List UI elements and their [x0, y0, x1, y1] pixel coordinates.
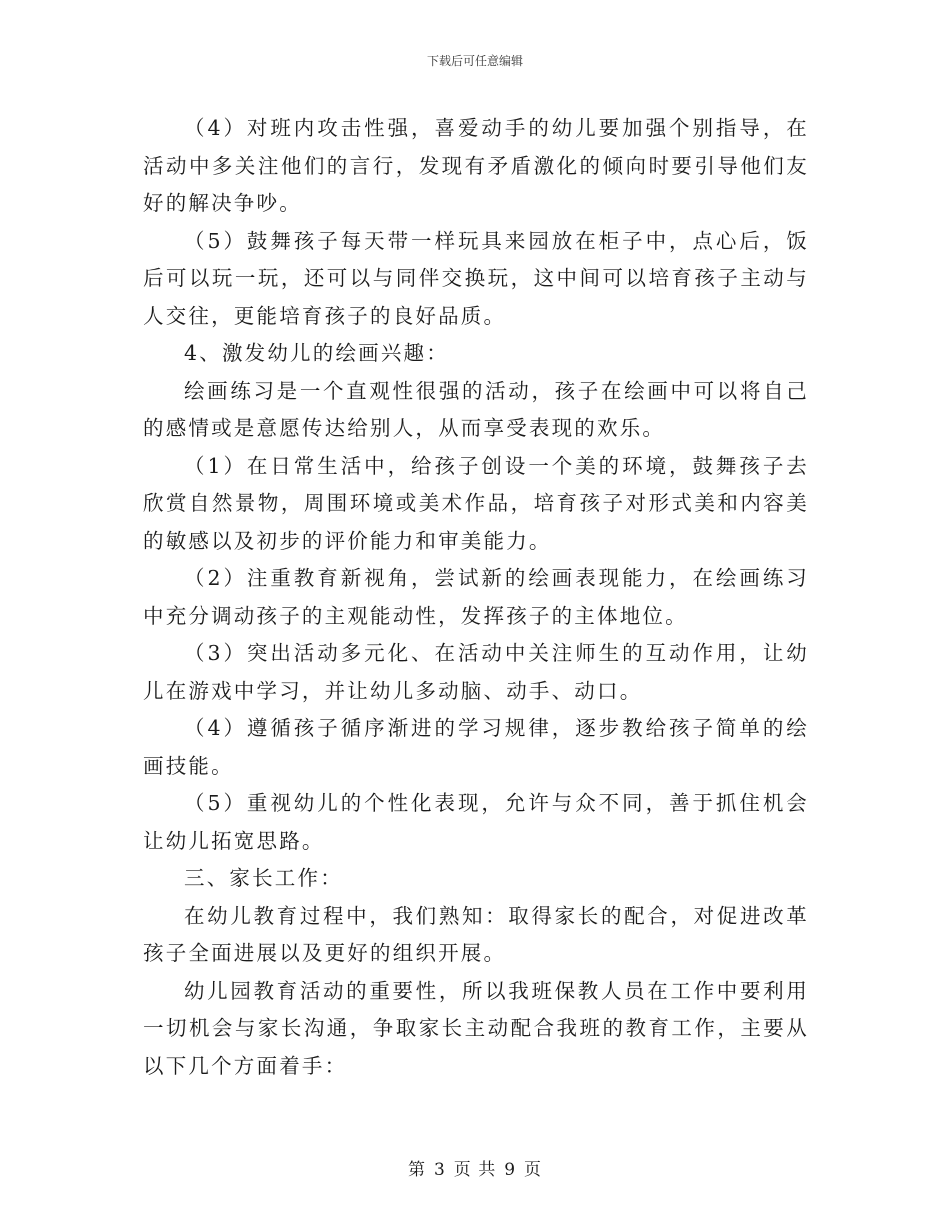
paragraph: （4）对班内攻击性强，喜爱动手的幼儿要加强个别指导，在活动中多关注他们的言行，发现有矛盾激化的倾向时要引导他们友好的解决争吵。 [143, 116, 809, 215]
paragraph: 幼儿园教育活动的重要性，所以我班保教人员在工作中要利用一切机会与家长沟通，争取家长主动配合我班的教育工作，主要从以下几个方面着手： [143, 978, 809, 1078]
paragraph: （5）鼓舞孩子每天带一样玩具来园放在柜子中，点心后，饭后可以玩一玩，还可以与同伴交换玩，这中间可以培育孩子主动与人交往，更能培育孩子的良好品质。 [143, 228, 809, 328]
page-total: 9 [504, 1160, 517, 1180]
page-header: 下载后可任意编辑 [426, 54, 523, 68]
footer-prefix: 第 [407, 1160, 426, 1180]
paragraph: 绘画练习是一个直观性很强的活动，孩子在绘画中可以将自己的感情或是意愿传达给别人，从而享受表现的欢乐。 [143, 378, 809, 440]
section-heading: 4、激发幼儿的绘画兴趣： [184, 341, 449, 365]
paragraph: （1）在日常生活中，给孩子创设一个美的环境，鼓舞孩子去欣赏自然景物，周围环境或美术作品，培育孩子对形式美和内容美的敏感以及初步的评价能力和审美能力。 [143, 453, 809, 553]
footer-suffix: 页 [524, 1160, 543, 1180]
footer-middle: 页 共 [453, 1160, 497, 1180]
page-number: 3 [433, 1160, 446, 1180]
paragraph: （2）注重教育新视角，尝试新的绘画表现能力，在绘画练习中充分调动孩子的主观能动性，发挥孩子的主体地位。 [143, 566, 809, 628]
paragraph: （4）遵循孩子循序渐进的学习规律，逐步教给孩子简单的绘画技能。 [143, 716, 809, 778]
page-footer [0, 1155, 950, 1180]
paragraph: （3）突出活动多元化、在活动中关注师生的互动作用，让幼儿在游戏中学习，并让幼儿多动脑、动手、动口。 [143, 641, 809, 703]
document-body [143, 110, 809, 1085]
section-heading: 三、家长工作： [184, 866, 343, 890]
paragraph: 在幼儿教育过程中，我们熟知：取得家长的配合，对促进改革孩子全面进展以及更好的组织开展。 [143, 903, 809, 965]
paragraph: （5）重视幼儿的个性化表现，允许与众不同，善于抓住机会让幼儿拓宽思路。 [143, 791, 809, 853]
